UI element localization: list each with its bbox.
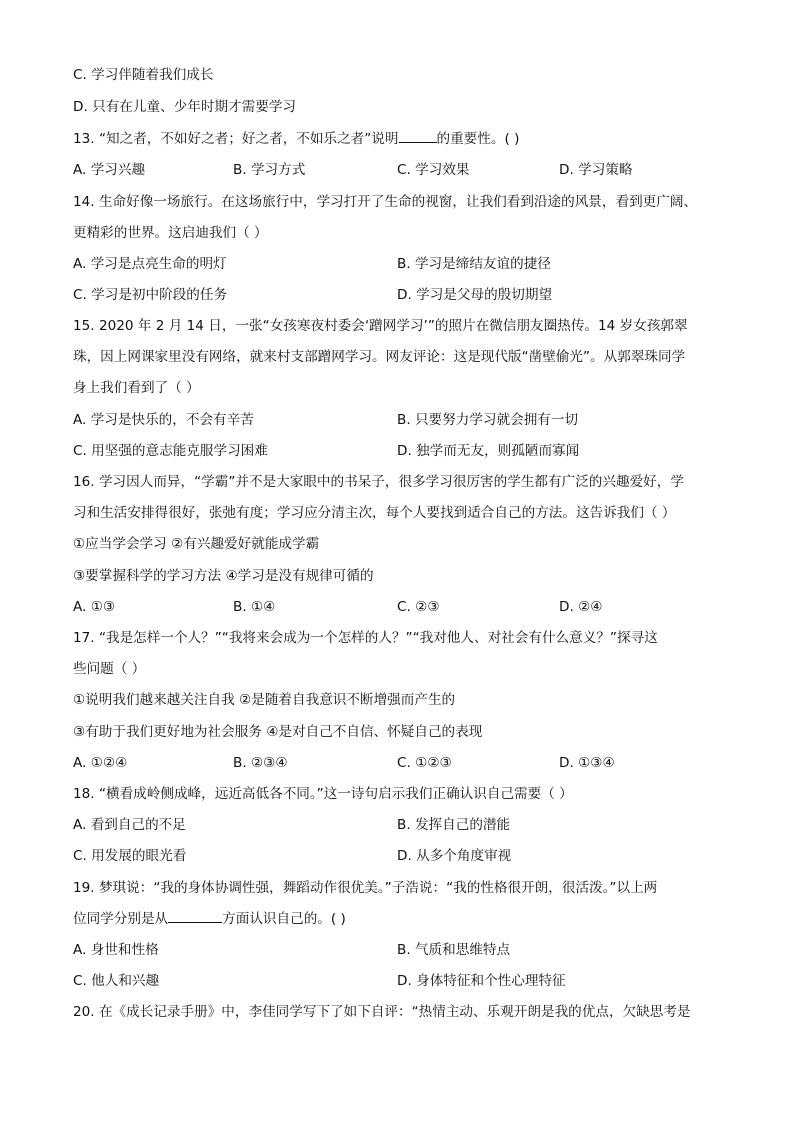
q17-options <box>73 752 714 774</box>
q17-stem-line2: 些问题（ ） <box>73 661 146 677</box>
q16-option-c: C. ②③ <box>397 599 440 615</box>
q18-option-c: C. 用发展的眼光看 <box>73 848 187 864</box>
q19-options-row2 <box>73 970 714 992</box>
q19-option-a: A. 身世和性格 <box>73 942 159 958</box>
q18-options-row2 <box>73 845 714 867</box>
q15-stem-line2: 珠，因上网课家里没有网络，就来村支部蹭网学习。网友评论：这是现代版“凿壁偷光”。从郭翠珠同学 <box>73 349 686 365</box>
q15-option-d: D. 独学而无友，则孤陋而寡闻 <box>397 443 580 459</box>
q13-stem-part1: 13. “知之者，不如好之者；好之者，不如乐之者”说明 <box>73 131 399 147</box>
q14-options-row2 <box>73 284 714 306</box>
q18-stem: 18. “横看成岭侧成峰，远近高低各不同。”这一诗句启示我们正确认识自己需要（ ） <box>73 786 573 802</box>
q12-option-d: D. 只有在儿童、少年时期才需要学习 <box>73 99 297 115</box>
q16-stem-line2: 习和生活安排得很好，张弛有度；学习应分清主次，每个人要找到适合自己的方法。这告诉我们（ ） <box>73 505 676 521</box>
q19-option-c: C. 他人和兴趣 <box>73 973 160 989</box>
q19-answer-blank <box>168 908 222 923</box>
q16-option-a: A. ①③ <box>73 599 116 615</box>
q15-option-c: C. 用坚强的意志能克服学习困难 <box>73 443 268 459</box>
q13-option-b: B. 学习方式 <box>233 162 306 178</box>
q17-stem-line1: 17. “我是怎样一个人？”“我将来会成为一个怎样的人？”“我对他人、对社会有什么意义？”探寻这 <box>73 630 658 646</box>
q16-statements-row1: ①应当学会学习 ②有兴趣爱好就能成学霸 <box>73 536 320 552</box>
q19-option-d: D. 身体特征和个性心理特征 <box>397 973 566 989</box>
q19-stem-line2 <box>73 908 714 930</box>
q18-options-row1 <box>73 814 714 836</box>
q15-options-row1 <box>73 409 714 431</box>
q15-options-row2 <box>73 440 714 462</box>
q16-stem-line1: 16. 学习因人而异，“学霸”并不是大家眼中的书呆子，很多学习很厉害的学生都有广泛的兴趣爱好，学 <box>73 474 684 490</box>
q14-stem-line2: 更精彩的世界。这启迪我们（ ） <box>73 225 268 241</box>
q16-options <box>73 596 714 618</box>
q13-stem-part2: 的重要性。( ) <box>436 131 520 147</box>
q13-option-a: A. 学习兴趣 <box>73 162 146 178</box>
q17-option-c: C. ①②③ <box>397 755 452 771</box>
q16-option-d: D. ②④ <box>559 599 603 615</box>
q17-option-b: B. ②③④ <box>233 755 288 771</box>
q19-option-b: B. 气质和思维特点 <box>397 942 511 958</box>
q15-option-a: A. 学习是快乐的，不会有辛苦 <box>73 412 254 428</box>
q19-stem-part2: 方面认识自己的。( ) <box>222 911 346 927</box>
q18-option-d: D. 从多个角度审视 <box>397 848 512 864</box>
q19-stem-line1: 19. 梦琪说：“我的身体协调性强，舞蹈动作很优美。”子浩说：“我的性格很开朗，很活泼。”以上两 <box>73 880 658 896</box>
q14-option-a: A. 学习是点亮生命的明灯 <box>73 256 227 272</box>
q13-options <box>73 159 714 181</box>
q13-stem <box>73 128 714 150</box>
q14-options-row1 <box>73 253 714 275</box>
q16-statements-row2: ③要掌握科学的学习方法 ④学习是没有规律可循的 <box>73 568 374 584</box>
q17-option-d: D. ①③④ <box>559 755 615 771</box>
q14-option-b: B. 学习是缔结友谊的捷径 <box>397 256 551 272</box>
q17-statements-row1: ①说明我们越来越关注自我 ②是随着自我意识不断增强而产生的 <box>73 692 456 708</box>
q14-stem-line1: 14. 生命好像一场旅行。在这场旅行中，学习打开了生命的视窗，让我们看到沿途的风景，看到更广阔、 <box>73 194 698 210</box>
q18-option-b: B. 发挥自己的潜能 <box>397 817 511 833</box>
q20-stem-line1: 20. 在《成长记录手册》中，李佳同学写下了如下自评：“热情主动、乐观开朗是我的优点，欠缺思考是 <box>73 1004 691 1020</box>
q15-stem-line1: 15. 2020 年 2 月 14 日，一张“女孩寒夜村委会‘蹭网学习’”的照片在微信朋友圈热传。14 岁女孩郭翠 <box>73 318 688 334</box>
q13-option-d: D. 学习策略 <box>559 162 633 178</box>
q17-option-a: A. ①②④ <box>73 755 128 771</box>
q16-option-b: B. ①④ <box>233 599 276 615</box>
q13-option-c: C. 学习效果 <box>397 162 470 178</box>
q15-stem-line3: 身上我们看到了（ ） <box>73 380 200 396</box>
q17-statements-row2: ③有助于我们更好地为社会服务 ④是对自己不自信、怀疑自己的表现 <box>73 724 483 740</box>
q18-option-a: A. 看到自己的不足 <box>73 817 186 833</box>
q19-options-row1 <box>73 939 714 961</box>
q19-stem-part1: 位同学分别是从 <box>73 911 169 927</box>
q15-option-b: B. 只要努力学习就会拥有一切 <box>397 412 579 428</box>
q14-option-c: C. 学习是初中阶段的任务 <box>73 287 228 303</box>
q14-option-d: D. 学习是父母的殷切期望 <box>397 287 553 303</box>
q12-option-c: C. 学习伴随着我们成长 <box>73 67 214 83</box>
q13-answer-blank <box>399 128 437 143</box>
